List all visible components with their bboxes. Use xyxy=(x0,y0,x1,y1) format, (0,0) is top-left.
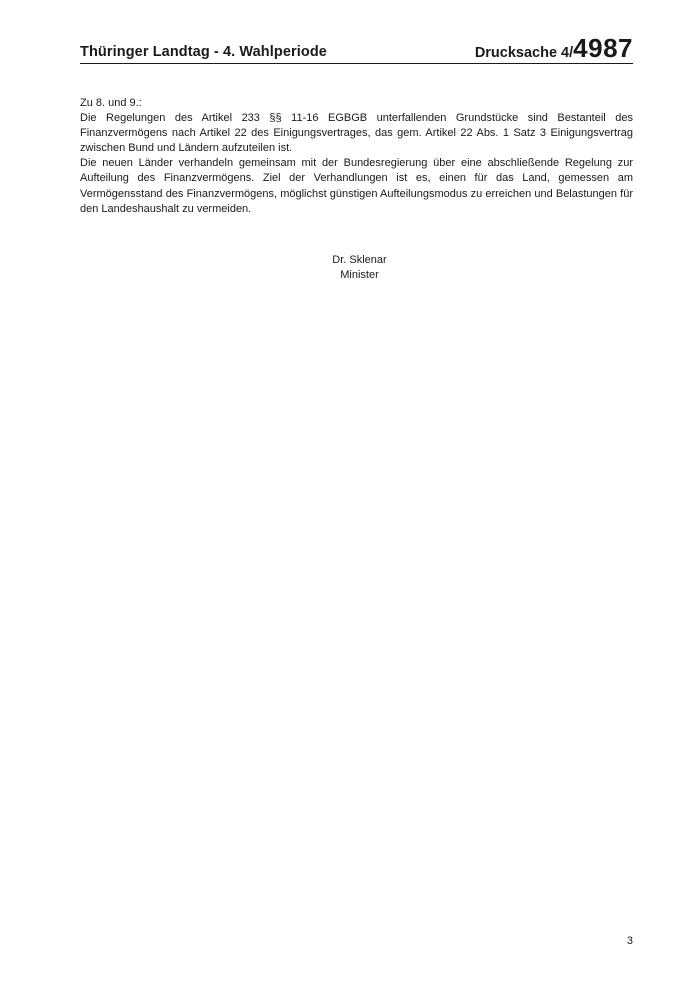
page-header xyxy=(80,30,633,64)
answer-paragraph: Die neuen Länder verhandeln gemeinsam mit der Bundesregierung über eine abschließende Regelung zur Aufteilung des Finanzvermögens. Ziel der Verhandlungen ist es, einen für das Land, gemessen am Vermögensstand des Finanzvermögens, möglichst günstigen Aufteilungsmodus zu erreichen und Belastungen für den Landeshaushalt zu vermeiden. xyxy=(80,157,633,215)
drucksache-number: 4987 xyxy=(573,33,633,63)
drucksache-label: Drucksache 4/ xyxy=(474,45,574,61)
signature-block xyxy=(80,253,633,282)
signatory-role: Minister xyxy=(340,268,379,281)
page-number: 3 xyxy=(626,935,633,947)
answer-heading: Zu 8. und 9.: xyxy=(80,97,142,109)
drucksache-reference xyxy=(475,35,633,61)
answer-paragraph: Die Regelungen des Artikel 233 §§ 11-16 EGBGB unterfallenden Grundstücke sind Bestanteil des Finanzvermögens nach Artikel 22 des Einigungsvertrages, das gem. Artikel 22 Abs. 1 Satz 3 Einigungsvertrag zwischen Bund und Ländern aufzuteilen ist. xyxy=(80,112,633,155)
parliament-title: Thüringer Landtag - 4. Wahlperiode xyxy=(80,44,327,60)
signatory-name: Dr. Sklenar xyxy=(332,254,387,266)
answer-body xyxy=(80,96,633,217)
